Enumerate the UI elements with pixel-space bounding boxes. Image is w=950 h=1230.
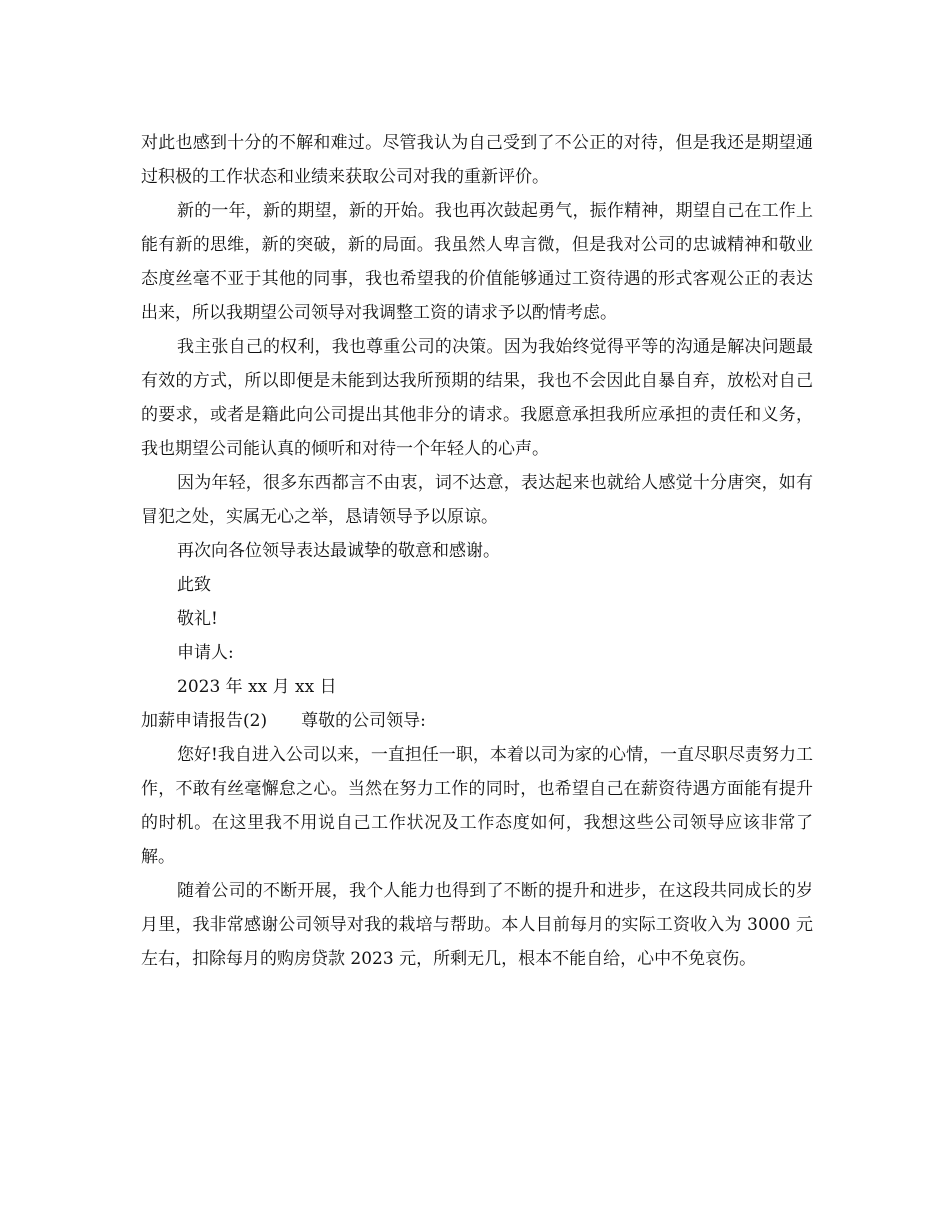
paragraph-growth: 随着公司的不断开展，我个人能力也得到了不断的提升和进步，在这段共同成长的岁月里，我非常感谢公司领导对我的栽培与帮助。本人目前每月的实际工资收入为 3000 元左右，扣除每月的购房贷款 2023 元，所剩无几，根本不能自给，心中不免哀伤。: [141, 881, 813, 969]
date-line: 2023 年 xx 月 xx 日: [177, 677, 337, 697]
paragraph-apology: 因为年轻，很多东西都言不由衷，词不达意，表达起来也就给人感觉十分唐突，如有冒犯之处，实属无心之举，恳请领导予以原谅。: [141, 473, 813, 527]
paragraph-greeting: 您好!我自进入公司以来，一直担任一职，本着以司为家的心情，一直尽职尽责努力工作，不敢有丝毫懈怠之心。当然在努力工作的同时，也希望自己在薪资待遇方面能有提升的时机。在这里我不用说自己工作状况及工作态度如何，我想这些公司领导应该非常了解。: [141, 745, 813, 867]
paragraph-rights: 我主张自己的权利，我也尊重公司的决策。因为我始终觉得平等的沟通是解决问题最有效的方式，所以即便是未能到达我所预期的结果，我也不会因此自暴自弃，放松对自己的要求，或者是籍此向公司提出其他非分的请求。我愿意承担我所应承担的责任和义务，我也期望公司能认真的倾听和对待一个年轻人的心声。: [141, 337, 813, 459]
document-body: [141, 126, 813, 976]
section-heading: 加薪申请报告(2) 尊敬的公司领导:: [141, 711, 426, 731]
closing-regards: 敬礼!: [177, 609, 218, 629]
closing-salutation: 此致: [177, 575, 211, 595]
paragraph-continuation: 对此也感到十分的不解和难过。尽管我认为自己受到了不公正的对待，但是我还是期望通过积极的工作状态和业绩来获取公司对我的重新评价。: [141, 133, 813, 187]
paragraph-thanks: 再次向各位领导表达最诚挚的敬意和感谢。: [177, 541, 500, 561]
paragraph-new-year: 新的一年，新的期望，新的开始。我也再次鼓起勇气，振作精神，期望自己在工作上能有新的思维，新的突破，新的局面。我虽然人卑言微，但是我对公司的忠诚精神和敬业态度丝毫不亚于其他的同事，我也希望我的价值能够通过工资待遇的形式客观公正的表达出来，所以我期望公司领导对我调整工资的请求予以酌情考虑。: [141, 201, 813, 323]
applicant-label: 申请人:: [177, 643, 234, 663]
